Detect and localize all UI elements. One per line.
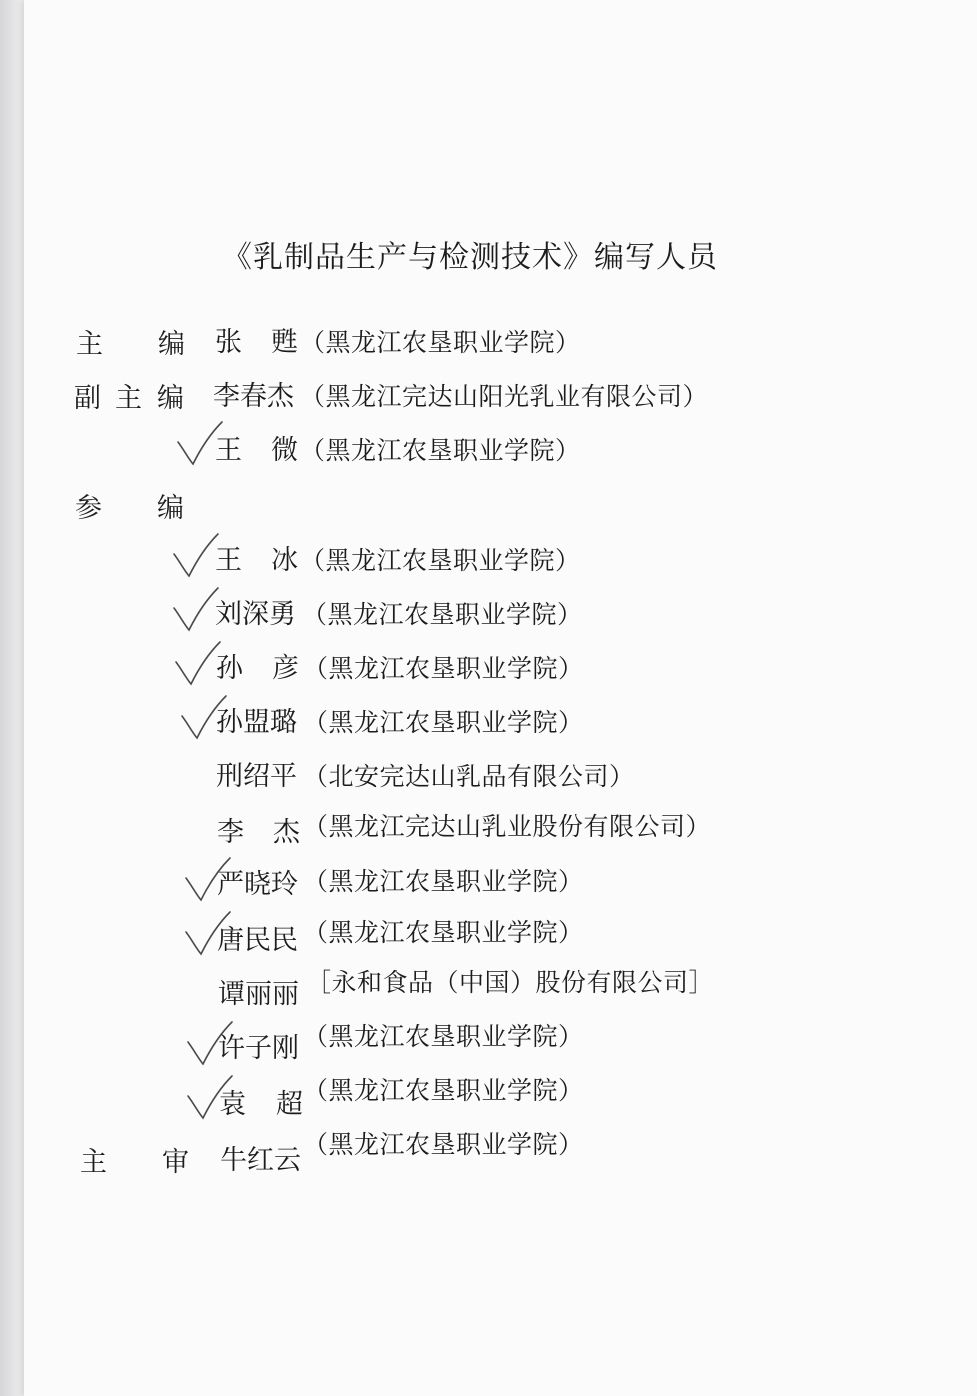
person-affiliation: （黑龙江农垦职业学院） <box>300 436 581 465</box>
person-affiliation: （黑龙江农垦职业学院） <box>302 600 583 629</box>
person-affiliation: （黑龙江完达山阳光乳业有限公司） <box>300 382 709 411</box>
checkmark-icon <box>172 586 218 632</box>
person-affiliation: （黑龙江完达山乳业股份有限公司） <box>303 812 712 841</box>
person-affiliation: （黑龙江农垦职业学院） <box>303 1022 584 1051</box>
person-affiliation: （北安完达山乳品有限公司） <box>303 762 635 791</box>
person-affiliation: （黑龙江农垦职业学院） <box>300 546 581 575</box>
person-affiliation: ［永和食品（中国）股份有限公司］ <box>306 968 715 997</box>
document-page <box>24 0 977 1396</box>
person-affiliation: （黑龙江农垦职业学院） <box>300 328 581 357</box>
person-affiliation: （黑龙江农垦职业学院） <box>303 1076 584 1105</box>
person-affiliation: （黑龙江农垦职业学院） <box>303 654 584 683</box>
checkmark-icon <box>172 532 218 578</box>
person-affiliation: （黑龙江农垦职业学院） <box>303 1130 584 1159</box>
checkmark-icon <box>174 640 220 686</box>
person-affiliation: （黑龙江农垦职业学院） <box>303 708 584 737</box>
person-affiliation: （黑龙江农垦职业学院） <box>303 867 584 896</box>
page-spine-shadow <box>0 0 24 1396</box>
page-title: 《乳制品生产与检测技术》编写人员 <box>222 240 718 275</box>
person-affiliation: （黑龙江农垦职业学院） <box>303 918 584 947</box>
